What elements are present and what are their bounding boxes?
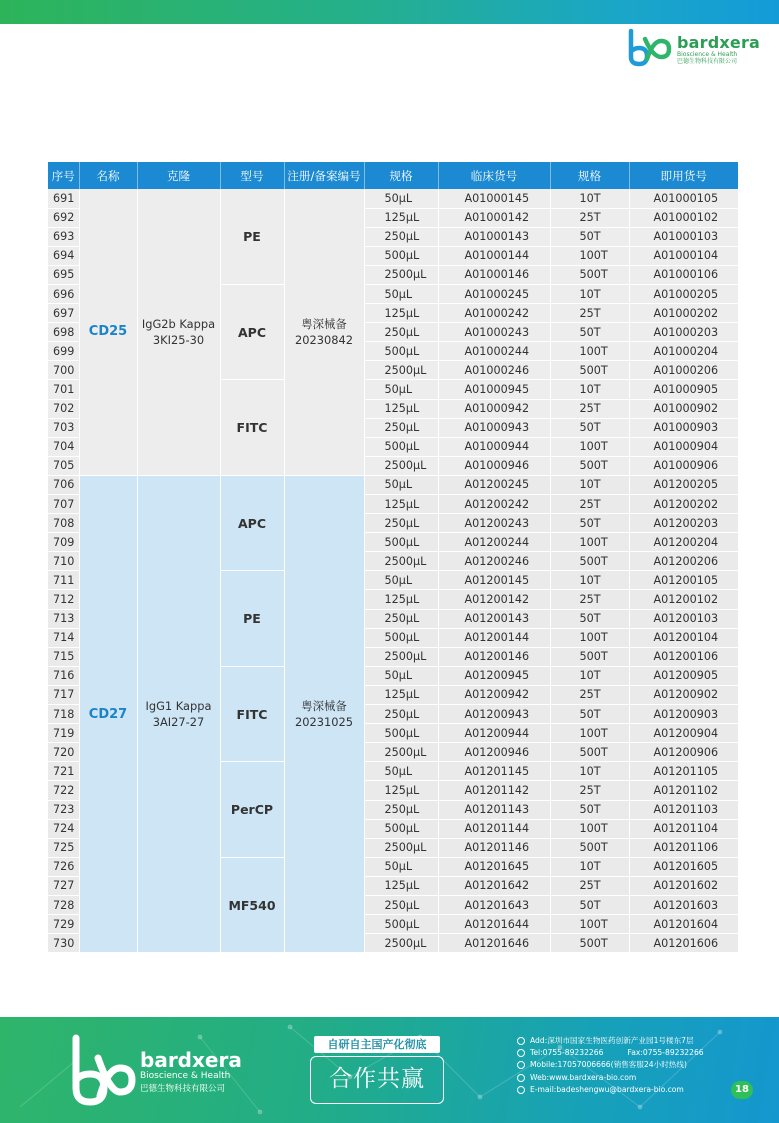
clinical-spec: 500µL [364,628,438,647]
clinical-spec: 250µL [364,705,438,724]
registration-line: 20231025 [295,715,353,730]
row-number: 702 [48,399,79,418]
clinical-catalog-number: A01200942 [438,685,550,704]
clinical-spec: 250µL [364,323,438,342]
ready-spec: 500T [550,647,629,666]
ready-catalog-number: A01000206 [629,361,738,380]
row-number: 712 [48,590,79,609]
registration-line: 20230842 [295,332,353,347]
column-header: 规格 [364,162,438,189]
clinical-spec: 250µL [364,514,438,533]
contact-info [517,1035,727,1096]
clone-cell [137,475,220,952]
clinical-catalog-number: A01200244 [438,533,550,552]
clinical-catalog-number: A01200243 [438,514,550,533]
table-row [48,189,738,208]
row-number: 697 [48,304,79,323]
ready-spec: 500T [550,552,629,571]
footer-brand-name: bardxera [140,1048,242,1072]
ready-spec: 10T [550,666,629,685]
row-number: 692 [48,208,79,227]
fluorochrome-type: PerCP [220,762,284,857]
registration-line: 粤深械备 [301,699,347,714]
mobile-icon [517,1061,525,1069]
ready-spec: 100T [550,533,629,552]
column-header: 即用货号 [629,162,738,189]
row-number: 705 [48,456,79,475]
row-number: 721 [48,762,79,781]
clinical-catalog-number: A01201642 [438,876,550,895]
clinical-spec: 125µL [364,781,438,800]
footer-brand-tagline: Bioscience & Health [140,1071,231,1081]
clone-line: 3AI27-27 [152,715,205,730]
clinical-catalog-number: A01000245 [438,284,550,303]
row-number: 719 [48,724,79,743]
clinical-catalog-number: A01201143 [438,800,550,819]
column-header: 规格 [550,162,629,189]
clinical-spec: 250µL [364,895,438,914]
ready-catalog-number: A01000106 [629,265,738,284]
clinical-spec: 125µL [364,590,438,609]
clinical-catalog-number: A01000142 [438,208,550,227]
ready-spec: 10T [550,189,629,208]
row-number: 714 [48,628,79,647]
clinical-catalog-number: A01000946 [438,456,550,475]
ready-spec: 50T [550,514,629,533]
row-number: 703 [48,418,79,437]
clinical-catalog-number: A01000143 [438,227,550,246]
clinical-catalog-number: A01200944 [438,724,550,743]
clinical-catalog-number: A01201142 [438,781,550,800]
ready-catalog-number: A01200203 [629,514,738,533]
clinical-catalog-number: A01000242 [438,304,550,323]
brand-name: bardxera [677,33,761,52]
ready-catalog-number: A01000205 [629,284,738,303]
ready-catalog-number: A01200902 [629,685,738,704]
fluorochrome-type: APC [220,284,284,379]
ready-catalog-number: A01000202 [629,304,738,323]
row-number: 706 [48,475,79,494]
ready-catalog-number: A01201105 [629,762,738,781]
clinical-catalog-number: A01000244 [438,342,550,361]
ready-spec: 500T [550,456,629,475]
clinical-spec: 500µL [364,915,438,934]
ready-catalog-number: A01200904 [629,724,738,743]
ready-spec: 500T [550,934,629,953]
registration-cell [284,475,364,952]
ready-spec: 25T [550,876,629,895]
clinical-catalog-number: A01000145 [438,189,550,208]
fluorochrome-type: FITC [220,380,284,475]
row-number: 716 [48,666,79,685]
clinical-spec: 50µL [364,475,438,494]
row-number: 704 [48,437,79,456]
clinical-catalog-number: A01200142 [438,590,550,609]
ready-spec: 500T [550,743,629,762]
clinical-spec: 500µL [364,819,438,838]
brand-tagline: Bioscience & Health 巴德生物科技有限公司 [677,51,738,65]
clinical-catalog-number: A01200145 [438,571,550,590]
ready-spec: 50T [550,227,629,246]
globe-icon [517,1074,525,1082]
ready-catalog-number: A01000904 [629,437,738,456]
clinical-spec: 50µL [364,666,438,685]
clinical-spec: 125µL [364,399,438,418]
header-logo [627,27,761,67]
table-header-row [48,162,738,189]
clinical-catalog-number: A01000243 [438,323,550,342]
ready-catalog-number: A01201603 [629,895,738,914]
row-number: 729 [48,915,79,934]
mail-icon [517,1086,525,1094]
row-number: 710 [48,552,79,571]
fluorochrome-type: PE [220,571,284,666]
page-number: 18 [731,1081,753,1099]
slogan-line-2: 合作共赢 [310,1056,444,1104]
footer-band [0,1017,779,1123]
ready-catalog-number: A01000104 [629,246,738,265]
ready-catalog-number: A01200206 [629,552,738,571]
ready-catalog-number: A01000105 [629,189,738,208]
clinical-catalog-number: A01000246 [438,361,550,380]
ready-spec: 10T [550,762,629,781]
antigen-name: CD25 [79,189,137,475]
ready-catalog-number: A01000103 [629,227,738,246]
row-number: 717 [48,685,79,704]
row-number: 730 [48,934,79,953]
row-number: 724 [48,819,79,838]
ready-spec: 100T [550,819,629,838]
row-number: 699 [48,342,79,361]
row-number: 696 [48,284,79,303]
ready-spec: 500T [550,838,629,857]
ready-catalog-number: A01200202 [629,495,738,514]
row-number: 708 [48,514,79,533]
ready-spec: 10T [550,475,629,494]
ready-catalog-number: A01201605 [629,857,738,876]
phone-icon [517,1049,525,1057]
ready-spec: 100T [550,724,629,743]
clinical-spec: 125µL [364,304,438,323]
antigen-name: CD27 [79,475,137,952]
clinical-spec: 2500µL [364,265,438,284]
ready-spec: 100T [550,246,629,265]
ready-catalog-number: A01000102 [629,208,738,227]
clinical-spec: 500µL [364,246,438,265]
row-number: 726 [48,857,79,876]
ready-catalog-number: A01200903 [629,705,738,724]
ready-catalog-number: A01200102 [629,590,738,609]
clinical-spec: 500µL [364,724,438,743]
clinical-spec: 250µL [364,227,438,246]
ready-spec: 50T [550,609,629,628]
row-number: 715 [48,647,79,666]
column-header: 名称 [79,162,137,189]
column-header: 序号 [48,162,79,189]
clone-line: IgG1 Kappa [145,699,212,714]
ready-catalog-number: A01200103 [629,609,738,628]
row-number: 695 [48,265,79,284]
ready-catalog-number: A01201104 [629,819,738,838]
row-number: 727 [48,876,79,895]
ready-catalog-number: A01000905 [629,380,738,399]
row-number: 722 [48,781,79,800]
clinical-catalog-number: A01201145 [438,762,550,781]
row-number: 698 [48,323,79,342]
fluorochrome-type: FITC [220,666,284,761]
row-number: 728 [48,895,79,914]
row-number: 709 [48,533,79,552]
ready-catalog-number: A01000902 [629,399,738,418]
clinical-spec: 500µL [364,342,438,361]
ready-spec: 10T [550,380,629,399]
row-number: 718 [48,705,79,724]
ready-spec: 100T [550,628,629,647]
ready-spec: 25T [550,208,629,227]
row-number: 711 [48,571,79,590]
ready-spec: 100T [550,342,629,361]
ready-spec: 10T [550,284,629,303]
ready-spec: 50T [550,800,629,819]
row-number: 723 [48,800,79,819]
clinical-catalog-number: A01201645 [438,857,550,876]
clone-cell [137,189,220,475]
clinical-catalog-number: A01200146 [438,647,550,666]
ready-catalog-number: A01000204 [629,342,738,361]
email-line[interactable]: E-mail:badeshengwu@bardxera-bio.com [517,1084,727,1096]
clinical-catalog-number: A01000943 [438,418,550,437]
ready-catalog-number: A01200204 [629,533,738,552]
ready-catalog-number: A01201602 [629,876,738,895]
clinical-catalog-number: A01200246 [438,552,550,571]
row-number: 693 [48,227,79,246]
ready-spec: 25T [550,399,629,418]
ready-spec: 500T [550,265,629,284]
location-icon [517,1037,525,1045]
ready-spec: 50T [550,323,629,342]
clinical-catalog-number: A01200144 [438,628,550,647]
bardxera-logo-icon [627,27,673,67]
footer-logo-icon [68,1034,136,1110]
clinical-catalog-number: A01201643 [438,895,550,914]
clinical-catalog-number: A01200946 [438,743,550,762]
clinical-spec: 500µL [364,437,438,456]
clinical-spec: 125µL [364,876,438,895]
ready-spec: 25T [550,685,629,704]
slogan-line-1: 自研自主国产化彻底 [314,1036,440,1053]
clinical-spec: 2500µL [364,743,438,762]
clinical-catalog-number: A01200245 [438,475,550,494]
clinical-spec: 50µL [364,571,438,590]
clinical-spec: 125µL [364,685,438,704]
clinical-catalog-number: A01000945 [438,380,550,399]
clinical-spec: 2500µL [364,934,438,953]
registration-line: 粤深械备 [301,316,347,331]
clone-line: 3KI25-30 [152,332,205,347]
ready-spec: 25T [550,495,629,514]
ready-catalog-number: A01200106 [629,647,738,666]
ready-catalog-number: A01201102 [629,781,738,800]
clinical-spec: 50µL [364,189,438,208]
row-number: 713 [48,609,79,628]
row-number: 694 [48,246,79,265]
ready-spec: 25T [550,781,629,800]
clinical-catalog-number: A01000942 [438,399,550,418]
address-line: Add:深圳市国家生物医药创新产业园1号楼东7层 [517,1035,727,1047]
ready-catalog-number: A01000903 [629,418,738,437]
tel-line: Tel:0755-89232266 Fax:0755-89232266 [517,1047,727,1059]
clinical-spec: 250µL [364,418,438,437]
ready-catalog-number: A01200905 [629,666,738,685]
ready-catalog-number: A01200105 [629,571,738,590]
fluorochrome-type: MF540 [220,857,284,952]
ready-spec: 100T [550,437,629,456]
clinical-spec: 125µL [364,495,438,514]
ready-catalog-number: A01201106 [629,838,738,857]
clinical-catalog-number: A01201146 [438,838,550,857]
clinical-spec: 250µL [364,800,438,819]
ready-catalog-number: A01201604 [629,915,738,934]
clinical-spec: 50µL [364,380,438,399]
clinical-spec: 2500µL [364,647,438,666]
row-number: 700 [48,361,79,380]
ready-catalog-number: A01200205 [629,475,738,494]
slogan-box [310,1036,444,1106]
clinical-spec: 50µL [364,857,438,876]
ready-spec: 50T [550,418,629,437]
registration-cell [284,189,364,475]
ready-spec: 50T [550,895,629,914]
clinical-spec: 250µL [364,609,438,628]
top-gradient-bar [0,0,779,24]
clinical-catalog-number: A01000144 [438,246,550,265]
table-row [48,475,738,494]
footer-company-name: 巴德生物科技有限公司 [140,1084,226,1094]
clinical-catalog-number: A01201644 [438,915,550,934]
clinical-catalog-number: A01201646 [438,934,550,953]
clinical-catalog-number: A01201144 [438,819,550,838]
ready-spec: 25T [550,304,629,323]
row-number: 701 [48,380,79,399]
ready-spec: 10T [550,571,629,590]
fluorochrome-type: APC [220,475,284,570]
clinical-spec: 2500µL [364,552,438,571]
ready-catalog-number: A01200104 [629,628,738,647]
clinical-catalog-number: A01000146 [438,265,550,284]
ready-spec: 10T [550,857,629,876]
row-number: 707 [48,495,79,514]
column-header: 型号 [220,162,284,189]
ready-catalog-number: A01000906 [629,456,738,475]
ready-spec: 500T [550,361,629,380]
column-header: 克隆 [137,162,220,189]
row-number: 691 [48,189,79,208]
ready-catalog-number: A01201103 [629,800,738,819]
ready-catalog-number: A01201606 [629,934,738,953]
ready-spec: 100T [550,915,629,934]
clinical-spec: 50µL [364,284,438,303]
clinical-spec: 2500µL [364,361,438,380]
ready-catalog-number: A01000203 [629,323,738,342]
product-table [48,162,739,953]
column-header: 注册/备案编号 [284,162,364,189]
web-line[interactable]: Web:www.bardxera-bio.com [517,1072,727,1084]
column-header: 临床货号 [438,162,550,189]
clinical-catalog-number: A01200945 [438,666,550,685]
ready-catalog-number: A01200906 [629,743,738,762]
clinical-spec: 125µL [364,208,438,227]
clinical-spec: 2500µL [364,456,438,475]
row-number: 725 [48,838,79,857]
ready-spec: 25T [550,590,629,609]
mobile-line: Mobile:17057006666(销售客服24小时热线) [517,1059,727,1071]
clinical-spec: 500µL [364,533,438,552]
clinical-spec: 50µL [364,762,438,781]
clinical-catalog-number: A01200242 [438,495,550,514]
clinical-catalog-number: A01000944 [438,437,550,456]
clinical-spec: 2500µL [364,838,438,857]
row-number: 720 [48,743,79,762]
clinical-catalog-number: A01200943 [438,705,550,724]
ready-spec: 50T [550,705,629,724]
clone-line: IgG2b Kappa [141,316,216,331]
fluorochrome-type: PE [220,189,284,284]
clinical-catalog-number: A01200143 [438,609,550,628]
